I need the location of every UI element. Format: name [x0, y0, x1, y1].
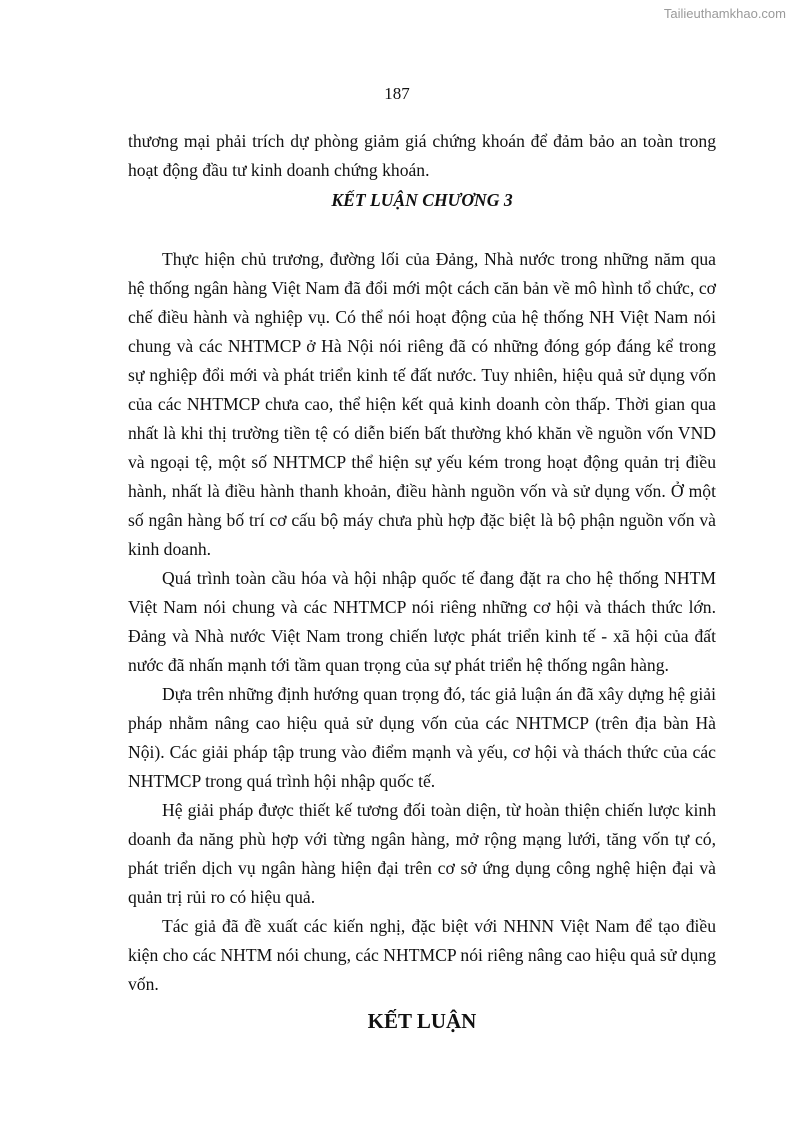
paragraph-1: Thực hiện chủ trương, đường lối của Đảng, Nhà nước trong những năm qua hệ thống ngân hàng Việt Nam đã đổi mới một cách căn bản về mô hình tổ chức, cơ chế điều hành và nghiệp vụ. Có thể nói hoạt động của hệ thống NH Việt Nam nói chung và các NHTMCP ở Hà Nội nói riêng đã có những đóng góp đáng kể trong sự nghiệp đổi mới và phát triển kinh tế đất nước. Tuy nhiên, hiệu quả sử dụng vốn của các NHTMCP chưa cao, thể hiện kết quả kinh doanh còn thấp. Thời gian qua nhất là khi thị trường tiền tệ có diễn biến bất thường khó khăn về nguồn vốn VND và ngoại tệ, một số NHTMCP thể hiện sự yếu kém trong hoạt động quản trị điều hành, nhất là điều hành thanh khoản, điều hành nguồn vốn và sử dụng vốn. Ở một số ngân hàng bố trí cơ cấu bộ máy chưa phù hợp đặc biệt là bộ phận nguồn vốn và kinh doanh. [128, 249, 716, 559]
conclusion-heading: KẾT LUẬN [367, 1009, 477, 1033]
paragraph-5: Tác giả đã đề xuất các kiến nghị, đặc biệt với NHNN Việt Nam để tạo điều kiện cho các NHTM nói chung, các NHTMCP nói riêng nâng cao hiệu quả sử dụng vốn. [128, 916, 716, 994]
document-body [128, 127, 716, 1037]
paragraph-2: Quá trình toàn cầu hóa và hội nhập quốc tế đang đặt ra cho hệ thống NHTM Việt Nam nói chung và các NHTMCP nói riêng những cơ hội và thách thức lớn. Đảng và Nhà nước Việt Nam trong chiến lược phát triển kinh tế - xã hội của đất nước đã nhấn mạnh tới tầm quan trọng của sự phát triển hệ thống ngân hàng. [128, 568, 716, 675]
chapter-conclusion-heading: KẾT LUẬN CHƯƠNG 3 [331, 190, 513, 210]
watermark-text: Tailieuthamkhao.com [663, 6, 786, 21]
page-number: 187 [384, 84, 410, 103]
paragraph-4: Hệ giải pháp được thiết kế tương đối toàn diện, từ hoàn thiện chiến lược kinh doanh đa năng phù hợp với từng ngân hàng, mở rộng mạng lưới, tăng vốn tự có, phát triển dịch vụ ngân hàng hiện đại trên cơ sở ứng dụng công nghệ hiện đại và quản trị rủi ro có hiệu quả. [128, 800, 716, 907]
paragraph-3: Dựa trên những định hướng quan trọng đó, tác giả luận án đã xây dựng hệ giải pháp nhằm nâng cao hiệu quả sử dụng vốn của các NHTMCP (trên địa bàn Hà Nội). Các giải pháp tập trung vào điểm mạnh và yếu, cơ hội và thách thức của các NHTMCP trong quá trình hội nhập quốc tế. [128, 684, 716, 791]
paragraph-continuation: thương mại phải trích dự phòng giảm giá chứng khoán để đảm bảo an toàn trong hoạt động đầu tư kinh doanh chứng khoán. [128, 131, 716, 180]
